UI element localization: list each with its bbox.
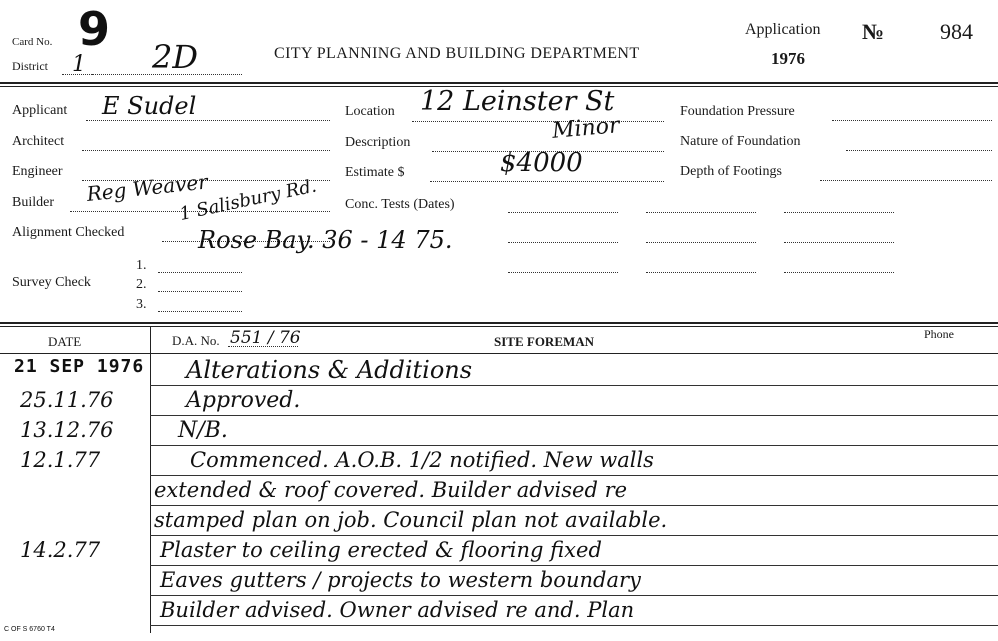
department-title: CITY PLANNING AND BUILDING DEPARTMENT bbox=[274, 45, 640, 62]
conc-tests-label: Conc. Tests (Dates) bbox=[345, 197, 455, 212]
nature-foundation-line bbox=[846, 150, 992, 151]
log-date: 12.1.77 bbox=[20, 448, 101, 472]
applicant-value: E Sudel bbox=[102, 92, 197, 120]
engineer-label: Engineer bbox=[12, 164, 63, 179]
architect-label: Architect bbox=[12, 134, 65, 149]
conc-line-2a bbox=[508, 242, 618, 243]
log-header-rule bbox=[0, 353, 998, 354]
log-rule bbox=[150, 595, 998, 596]
applicant-label: Applicant bbox=[12, 103, 68, 118]
survey-line-1 bbox=[158, 272, 242, 273]
log-entry: Alterations & Additions bbox=[186, 356, 473, 384]
card-no-label: Card No. bbox=[12, 36, 53, 48]
builder-address-2: Rose Bay. 36 - 14 75. bbox=[198, 226, 453, 254]
depth-footings-label: Depth of Footings bbox=[680, 164, 782, 179]
da-label: D.A. No. bbox=[172, 333, 220, 348]
estimate-label: Estimate $ bbox=[345, 165, 405, 180]
conc-line-2b bbox=[646, 242, 756, 243]
conc-line-1c bbox=[784, 212, 894, 213]
log-entry: stamped plan on job. Council plan not available. bbox=[154, 508, 668, 532]
log-rule bbox=[150, 535, 998, 536]
survey-item-1: 1. bbox=[136, 258, 147, 273]
header-rule bbox=[0, 82, 998, 84]
log-entry: N/B. bbox=[178, 418, 228, 443]
description-value: Minor bbox=[551, 113, 621, 144]
application-number: 984 bbox=[940, 19, 973, 44]
log-entry: Builder advised. Owner advised re and. Plan bbox=[160, 598, 635, 622]
log-rule bbox=[150, 625, 998, 626]
district-line bbox=[92, 74, 242, 75]
log-rule bbox=[150, 385, 998, 386]
log-rule bbox=[150, 475, 998, 476]
log-rule bbox=[150, 445, 998, 446]
log-date: 13.12.76 bbox=[20, 418, 114, 442]
phone-header: Phone bbox=[924, 327, 954, 341]
date-header: DATE bbox=[48, 334, 82, 349]
log-date: 14.2.77 bbox=[20, 538, 101, 562]
log-entry: Approved. bbox=[186, 388, 301, 413]
foundation-pressure-line bbox=[832, 120, 992, 121]
district-mark: 1 bbox=[72, 52, 86, 77]
log-entry: extended & roof covered. Builder advised re bbox=[154, 478, 628, 502]
conc-line-2c bbox=[784, 242, 894, 243]
log-top-rule bbox=[0, 322, 998, 324]
location-value: 12 Leinster St bbox=[420, 86, 615, 117]
applicant-line bbox=[86, 120, 330, 121]
conc-line-1b bbox=[646, 212, 756, 213]
builder-address-1: 1 Salisbury Rd. bbox=[177, 175, 319, 225]
foundation-pressure-label: Foundation Pressure bbox=[680, 104, 795, 119]
location-label: Location bbox=[345, 104, 395, 119]
conc-line-1a bbox=[508, 212, 618, 213]
log-date-stamp: 21 SEP 1976 bbox=[14, 356, 145, 377]
conc-line-3a bbox=[508, 272, 618, 273]
survey-item-2: 2. bbox=[136, 277, 147, 292]
application-year: 1976 bbox=[771, 49, 805, 68]
district-value: 2D bbox=[152, 38, 199, 76]
builder-label: Builder bbox=[12, 195, 54, 210]
survey-line-2 bbox=[158, 291, 242, 292]
log-entry: Plaster to ceiling erected & flooring fixed bbox=[160, 538, 602, 562]
district-label: District bbox=[12, 59, 48, 73]
conc-line-3c bbox=[784, 272, 894, 273]
foreman-header: SITE FOREMAN bbox=[494, 334, 595, 349]
footer-code: C OF S 6760 T4 bbox=[4, 626, 55, 633]
da-line bbox=[228, 346, 298, 347]
log-rule bbox=[150, 565, 998, 566]
number-symbol: № bbox=[862, 19, 885, 44]
application-label: Application bbox=[745, 21, 821, 38]
survey-label: Survey Check bbox=[12, 275, 91, 290]
alignment-label: Alignment Checked bbox=[12, 225, 125, 240]
survey-line-3 bbox=[158, 311, 242, 312]
da-value: 551 / 76 bbox=[230, 328, 301, 348]
estimate-line bbox=[430, 181, 664, 182]
card-no-value: 9 bbox=[78, 2, 111, 56]
builder-value: Reg Weaver bbox=[85, 169, 209, 206]
conc-line-3b bbox=[646, 272, 756, 273]
location-line bbox=[412, 121, 664, 122]
estimate-value: $4000 bbox=[500, 148, 583, 178]
description-label: Description bbox=[345, 135, 411, 150]
depth-footings-line bbox=[820, 180, 992, 181]
date-column-divider bbox=[150, 326, 151, 633]
architect-line bbox=[82, 150, 330, 151]
log-date: 25.11.76 bbox=[20, 388, 114, 412]
log-rule bbox=[150, 415, 998, 416]
nature-foundation-label: Nature of Foundation bbox=[680, 134, 801, 149]
log-entry: Commenced. A.O.B. 1/2 notified. New walls bbox=[190, 448, 654, 472]
log-rule bbox=[150, 505, 998, 506]
log-entry: Eaves gutters / projects to western boundary bbox=[160, 568, 641, 592]
survey-item-3: 3. bbox=[136, 297, 147, 312]
